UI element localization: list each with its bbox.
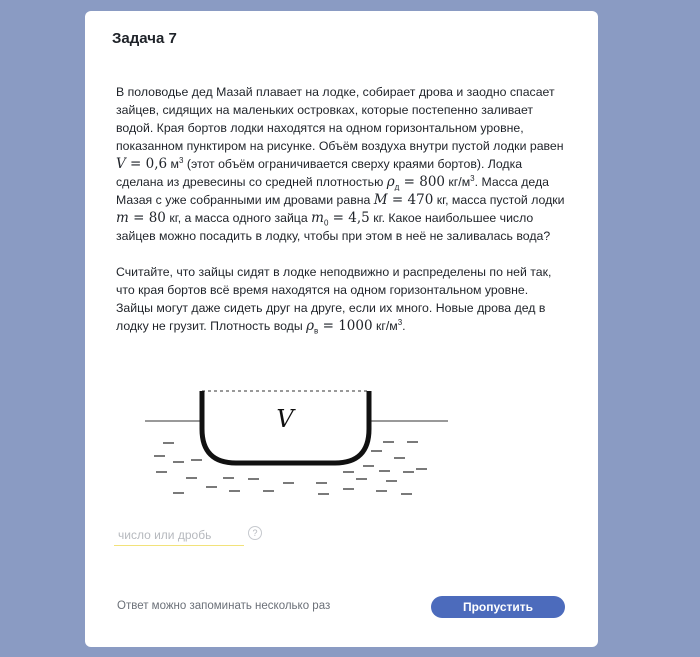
problem-text: . Какое наибольшее число зайцев можно посадить в лодку, чтобы при этом в неё не заливалась вода? — [116, 211, 551, 243]
formula-var: m — [116, 210, 129, 226]
water-hatching — [154, 442, 427, 494]
formula-var: M — [373, 192, 388, 208]
formula-value: 800 — [419, 174, 446, 190]
formula-unit: кг/м — [445, 175, 471, 189]
formula-unit: кг — [165, 211, 178, 225]
formula-unit: м — [167, 157, 180, 171]
formula-var: m — [311, 210, 324, 226]
help-icon[interactable]: ? — [248, 526, 262, 540]
problem-text: , а масса одного зайца — [177, 211, 312, 225]
formula-exponent: 3 — [179, 155, 184, 165]
formula-eq: = — [328, 210, 349, 226]
formula-value: 80 — [148, 210, 166, 226]
task-title: Задача 7 — [112, 30, 177, 47]
skip-button[interactable]: Пропустить — [431, 596, 565, 618]
formula-eq: = — [125, 156, 146, 172]
problem-text: . Масса деда Мазая с уже собранными им дровами равна — [116, 175, 549, 207]
formula-unit: кг — [369, 211, 382, 225]
formula-eq: = — [387, 192, 408, 208]
formula-value: 1000 — [338, 318, 373, 334]
problem-paragraph-2 — [116, 263, 566, 335]
formula-exponent: 3 — [470, 173, 475, 183]
formula-eq: = — [128, 210, 149, 226]
formula-value: 0,6 — [145, 156, 168, 172]
volume-label: V — [276, 405, 294, 433]
problem-paragraph-1 — [116, 83, 566, 245]
formula-subscript: в — [314, 326, 319, 336]
formula-unit: кг — [433, 193, 446, 207]
formula-value: 4,5 — [348, 210, 370, 226]
formula-var: ρ — [306, 318, 315, 334]
answer-field-wrap — [114, 525, 264, 547]
problem-text: Считайте, что зайцы сидят в лодке неподвижно и распределены по ней так, что края бортов всё время находятся на одном горизонтальном уровне. Зайцы могут даже сидеть друг на друге, если их много. Новые дрова дед в лодку не грузит. Плотность воды — [116, 265, 552, 333]
problem-statement — [116, 83, 566, 335]
formula-subscript: 0 — [323, 218, 329, 228]
formula-var: V — [116, 156, 126, 172]
formula-subscript: д — [394, 182, 400, 192]
formula-eq: = — [318, 318, 339, 334]
problem-text: В половодье дед Мазай плавает на лодке, собирает дрова и заодно спасает зайцев, сидящих на маленьких островках, которые постепенно заливает водой. Края бортов лодки находятся на одном горизонтальном уровне, показанном пунктиром на рисунке. Объём воздуха внутри пустой лодки равен — [116, 85, 564, 153]
answer-input[interactable] — [114, 525, 244, 546]
task-card — [85, 11, 598, 647]
retry-hint: Ответ можно запоминать несколько раз — [117, 600, 331, 612]
problem-text: (этот объём ограничивается сверху краями бортов). Лодка сделана из древесины со средней плотностью — [116, 157, 523, 189]
boat-figure — [143, 383, 453, 503]
formula-exponent: 3 — [397, 317, 403, 327]
formula-eq: = — [399, 174, 420, 190]
problem-text: . — [402, 319, 406, 333]
problem-text: , масса пустой лодки — [445, 193, 565, 207]
formula-unit: кг/м — [372, 319, 398, 333]
formula-var: ρ — [386, 174, 395, 190]
formula-value: 470 — [407, 192, 434, 208]
